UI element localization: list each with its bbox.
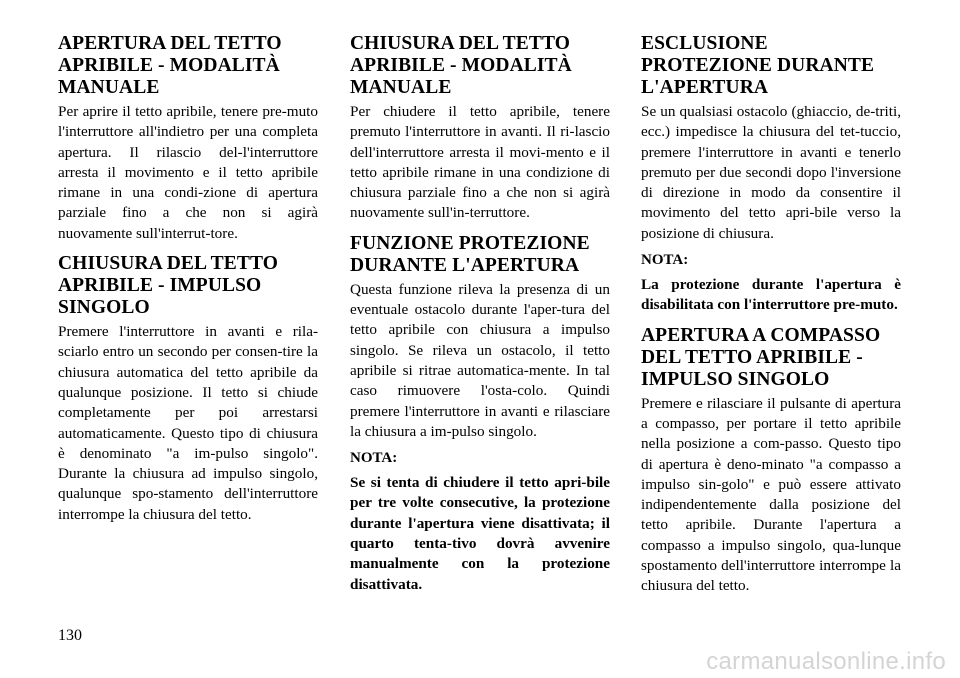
section-title: APERTURA DEL TETTO APRIBILE - MODALITÀ MANUALE	[58, 33, 282, 98]
note-text: La protezione durante l'apertura è disabilitata con l'interruttore pre-muto.	[641, 276, 901, 314]
page-number: 130	[58, 627, 82, 644]
section-title: CHIUSURA DEL TETTO APRIBILE - MODALITÀ MANUALE	[350, 33, 572, 98]
note-label: NOTA:	[350, 450, 398, 467]
section-title: APERTURA A COMPASSO DEL TETTO APRIBILE - IMPULSO SINGOLO	[641, 324, 881, 390]
column-3	[641, 33, 901, 603]
section-paragraph: Se un qualsiasi ostacolo (ghiaccio, de-triti, ecc.) impedisce la chiusura del tet-tuccio, premere l'interruttore in avanti e tenerlo premuto per due secondi dopo l'inversione di direzione in modo da consentire il movimento del tetto apri-bile verso la posizione di chiusura.	[641, 103, 901, 242]
note-text: Se si tenta di chiudere il tetto apri-bile per tre volte consecutive, la protezione durante l'apertura viene disattivata; il quarto tenta-tivo dovrà avvenire manualmente con la protezione disattivata.	[350, 474, 610, 593]
section-title: ESCLUSIONE PROTEZIONE DURANTE L'APERTURA	[641, 33, 875, 98]
section-paragraph: Per aprire il tetto apribile, tenere pre-muto l'interruttore all'indietro per una completa apertura. Il rilascio del-l'interruttore arresta il movimento e il tetto apribile rimane in una condi-zione di apertura parziale fino a che non si agirà nuovamente sull'interrut-tore.	[58, 103, 318, 242]
section-paragraph: Questa funzione rileva la presenza di un eventuale ostacolo durante l'aper-tura del tetto apribile con chiusura a impulso singolo. Se rileva un ostacolo, il tetto apribile si ritrae automatica-mente. In tal caso rimuovere l'osta-colo. Quindi premere l'interruttore in avanti e rilasciare la chiusura a im-pulso singolo.	[350, 280, 610, 440]
section-paragraph: Premere e rilasciare il pulsante di apertura a compasso, per portare il tetto apribile nella posizione a com-passo. Questo tipo di apertura è deno-minato "a compasso a impulso sin-golo" e può essere attivato indipendentemente dalla posizione del tetto apribile. Durante l'apertura a compasso a impulso singolo, qua-lunque spostamento dell'interruttore interrompe la chiusura del tetto.	[641, 394, 901, 595]
section-paragraph: Premere l'interruttore in avanti e rila-sciarlo entro un secondo per consen-tire la chiusura automatica del tetto apribile da qualunque posizione. Il tetto si chiude completamente per poi arrestarsi automaticamente. Questo tipo di chiusura è denominato "a im-pulso singolo". Durante la chiusura ad impulso singolo, qualunque spo-stamento dell'interruttore interrompe la chiusura del tetto.	[58, 323, 318, 523]
watermark: carmanualsonline.info	[706, 648, 946, 675]
section-title: CHIUSURA DEL TETTO APRIBILE - IMPULSO SINGOLO	[58, 253, 278, 319]
section-title: FUNZIONE PROTEZIONE DURANTE L'APERTURA	[350, 232, 590, 276]
column-1	[58, 33, 318, 531]
section-paragraph: Per chiudere il tetto apribile, tenere premuto l'interruttore in avanti. Il ri-lascio dell'interruttore arresta il movi-mento e il tetto apribile rimane in una condizione di chiusura parziale fino a che non si agirà nuovamente sull'in-terruttore.	[350, 103, 610, 222]
note-label: NOTA:	[641, 252, 689, 269]
column-2	[350, 33, 610, 601]
